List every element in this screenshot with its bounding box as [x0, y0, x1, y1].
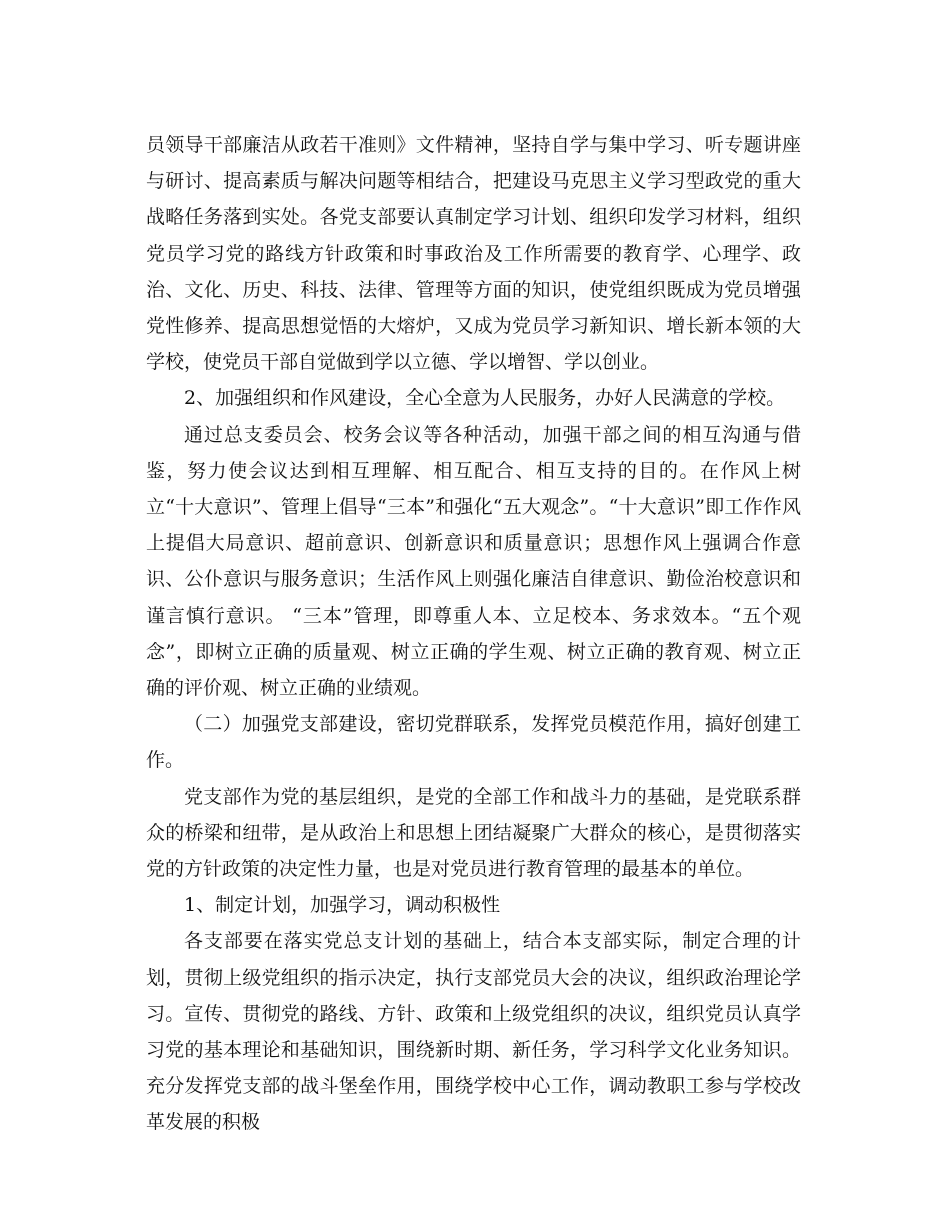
paragraph-heading-2: 2、加强组织和作风建设，全心全意为人民服务，办好人民满意的学校。 — [184, 387, 786, 410]
paragraph-continuation: 员领导干部廉洁从政若干准则》文件精神，坚持自学与集中学习、听专题讲座与研讨、提高素质与解决问题等相结合，把建设马克思主义学习型政党的重大战略任务落到实处。各党支部要认真制定学习计划、组织印发学习材料，组织党员学习党的路线方针政策和时事政治及工作所需要的教育学、心理学、政治、文化、历史、科技、法律、管理等方面的知识，使党组织既成为党员增强党性修养、提高思想觉悟的大熔炉，又成为党员学习新知识、增长新本领的大学校，使党员干部自觉做到学以立德、学以增智、学以创业。 — [146, 134, 801, 374]
section-heading-2: （二）加强党支部建设，密切党群联系，发挥党员模范作用，搞好创建工作。 — [146, 713, 801, 772]
paragraph-style-building: 通过总支委员会、校务会议等各种活动，加强干部之间的相互沟通与借鉴，努力使会议达到相互理解、相互配合、相互支持的目的。在作风上树立“十大意识”、管理上倡导“三本”和强化“五大观念”。“十大意识”即工作作风上提倡大局意识、超前意识、创新意识和质量意识；思想作风上强调合作意识、公仆意识与服务意识；生活作风上则强化廉洁自律意识、勤俭治校意识和谨言慎行意识。 “三本”管理，即尊重人本、立足校本、务求效本。“五个观念”，即树立正确的质量观、树立正确的学生观、树立正确的教育观、树立正确的评价观、树立正确的业绩观。 — [146, 423, 801, 700]
paragraph-heading-1: 1、制定计划，加强学习，调动积极性 — [184, 894, 501, 917]
paragraph-branch-role: 党支部作为党的基层组织，是党的全部工作和战斗力的基础，是党联系群众的桥梁和纽带，是从政治上和思想上团结凝聚广大群众的核心，是贯彻落实党的方针政策的决定性力量，也是对党员进行教育管理的最基本的单位。 — [146, 785, 801, 881]
paragraph-branch-plan: 各支部要在落实党总支计划的基础上，结合本支部实际，制定合理的计划，贯彻上级党组织的指示决定，执行支部党员大会的决议，组织政治理论学习。宣传、贯彻党的路线、方针、政策和上级党组织的决议，组织党员认真学习党的基本理论和基础知识，围绕新时期、新任务，学习科学文化业务知识。充分发挥党支部的战斗堡垒作用，围绕学校中心工作，调动教职工参与学校改革发展的积极 — [146, 930, 801, 1134]
document-body — [146, 127, 801, 1141]
